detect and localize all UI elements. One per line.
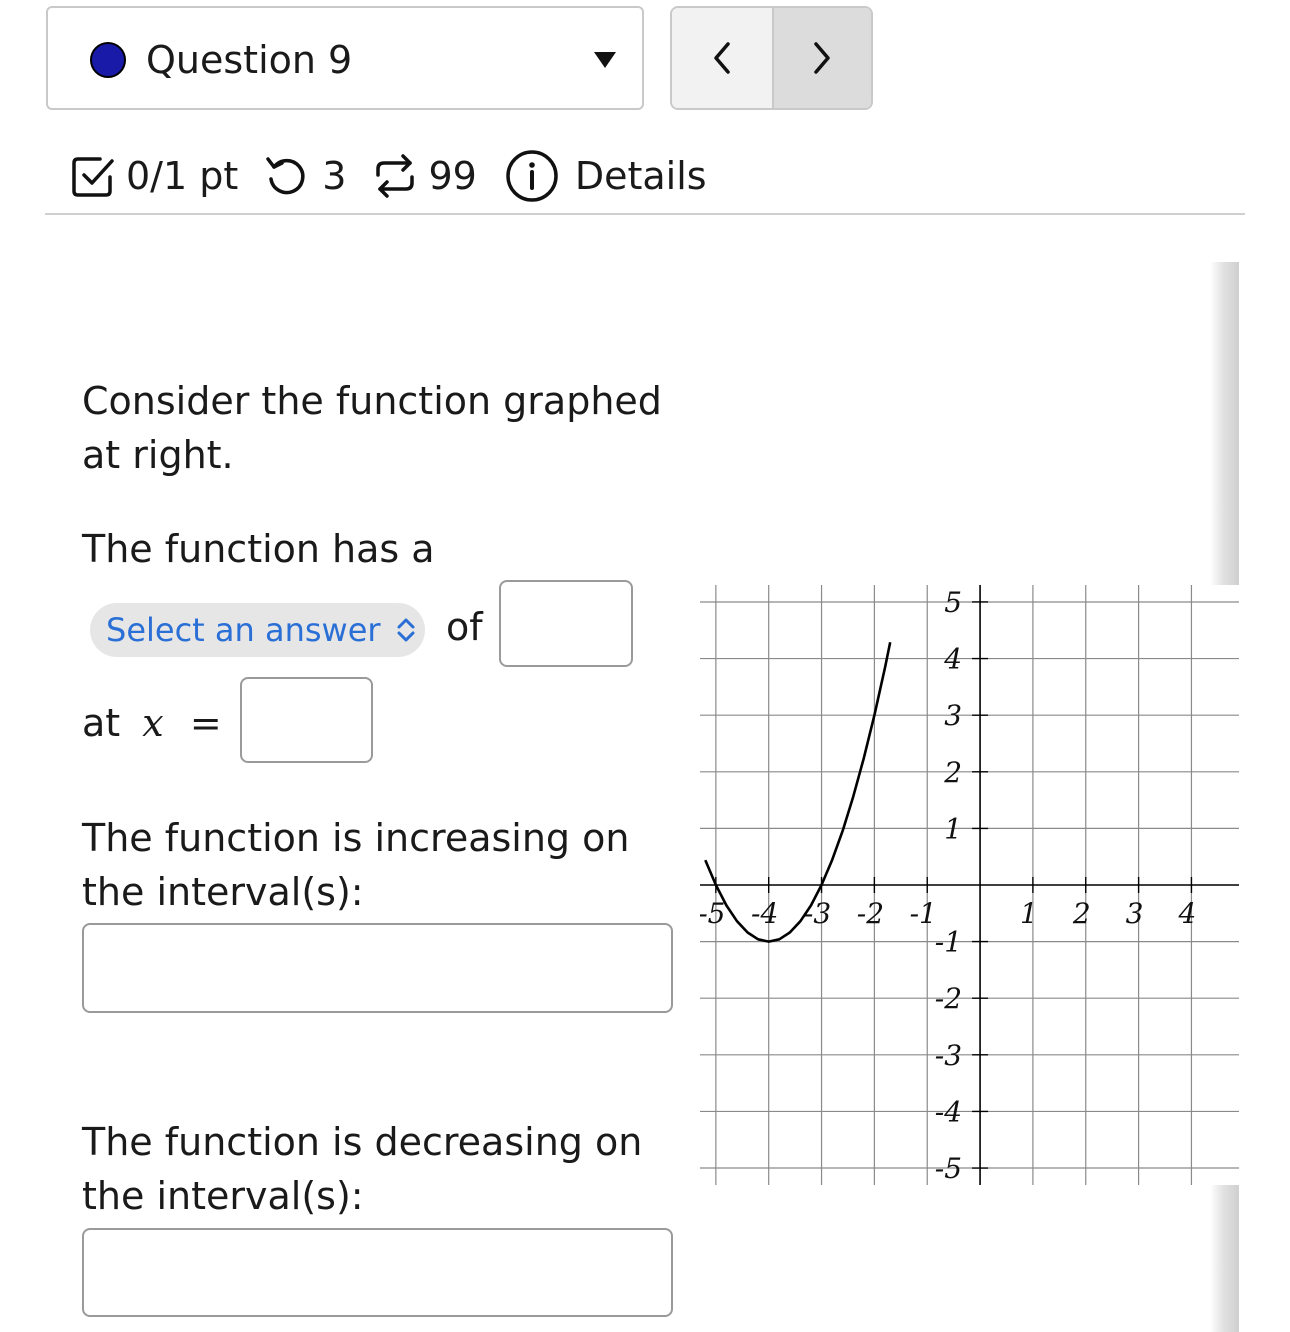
prev-question-button[interactable]: [672, 8, 772, 108]
y-tick-label: 1: [944, 812, 963, 846]
decreasing-interval-input[interactable]: [82, 1228, 673, 1317]
x-tick-label: 4: [1178, 897, 1197, 930]
info-icon: [505, 149, 559, 203]
details-label: Details: [574, 154, 707, 198]
y-tick-label: -1: [934, 925, 963, 959]
x-variable: x: [142, 701, 164, 745]
retries-info: [264, 153, 346, 199]
x-tick-label: 1: [1019, 897, 1038, 930]
y-tick-label: 5: [944, 585, 963, 619]
increasing-label: [82, 811, 629, 919]
extremum-value-input[interactable]: [499, 580, 633, 667]
has-a-label: The function has a: [82, 527, 435, 571]
x-tick-label: -3: [803, 897, 832, 930]
x-tick-label: -1: [909, 897, 937, 930]
next-question-button[interactable]: [772, 8, 872, 108]
divider: [45, 213, 1245, 215]
increasing-line-1: The function is increasing on: [82, 816, 630, 860]
equals-sign: =: [189, 701, 222, 745]
y-tick-label: -2: [934, 982, 963, 1016]
chevron-right-icon: [809, 38, 835, 78]
question-meta: [70, 146, 707, 206]
x-tick-label: -4: [751, 897, 779, 930]
question-status-dot: [90, 42, 126, 78]
attempts-info: [372, 153, 476, 199]
caret-down-icon: [594, 52, 616, 68]
chevron-left-icon: [709, 38, 735, 78]
x-tick-label: 2: [1072, 897, 1091, 930]
question-label: Question 9: [146, 38, 353, 82]
function-graph-svg: [700, 585, 1239, 1185]
undo-icon: [264, 153, 310, 199]
question-nav: [670, 6, 873, 110]
y-tick-label: 4: [944, 642, 963, 676]
select-placeholder: Select an answer: [106, 611, 381, 649]
checkbox-check-icon: [70, 153, 116, 199]
of-label: of: [446, 605, 483, 649]
retries-count: 3: [322, 154, 347, 198]
intro-line-1: Consider the function graphed: [82, 379, 662, 423]
y-tick-label: -5: [934, 1152, 963, 1185]
decreasing-line-1: The function is decreasing on: [82, 1120, 643, 1164]
score-text: 0/1 pt: [126, 154, 239, 198]
x-value-input[interactable]: [240, 677, 373, 763]
intro-line-2: at right.: [82, 433, 234, 477]
increasing-line-2: the interval(s):: [82, 870, 364, 914]
at-label: at: [82, 701, 121, 745]
x-tick-label: -2: [856, 897, 885, 930]
score-info: [70, 153, 238, 199]
y-tick-label: 3: [944, 699, 963, 733]
y-tick-label: -3: [934, 1038, 963, 1072]
question-selector[interactable]: [46, 6, 644, 110]
question-intro: [82, 374, 662, 482]
details-button[interactable]: [505, 149, 707, 203]
x-tick-label: -5: [700, 897, 726, 930]
function-graph: [700, 585, 1239, 1185]
extremum-type-select[interactable]: [90, 603, 425, 657]
decreasing-label: [82, 1115, 642, 1223]
at-x-label: [82, 696, 222, 750]
y-tick-label: -4: [934, 1095, 963, 1129]
increasing-interval-input[interactable]: [82, 923, 673, 1013]
attempts-count: 99: [428, 154, 477, 198]
decreasing-line-2: the interval(s):: [82, 1174, 364, 1218]
x-tick-label: 3: [1125, 897, 1144, 930]
y-tick-label: 2: [944, 755, 963, 789]
repeat-icon: [372, 153, 418, 199]
updown-chevron-icon: [395, 617, 417, 643]
